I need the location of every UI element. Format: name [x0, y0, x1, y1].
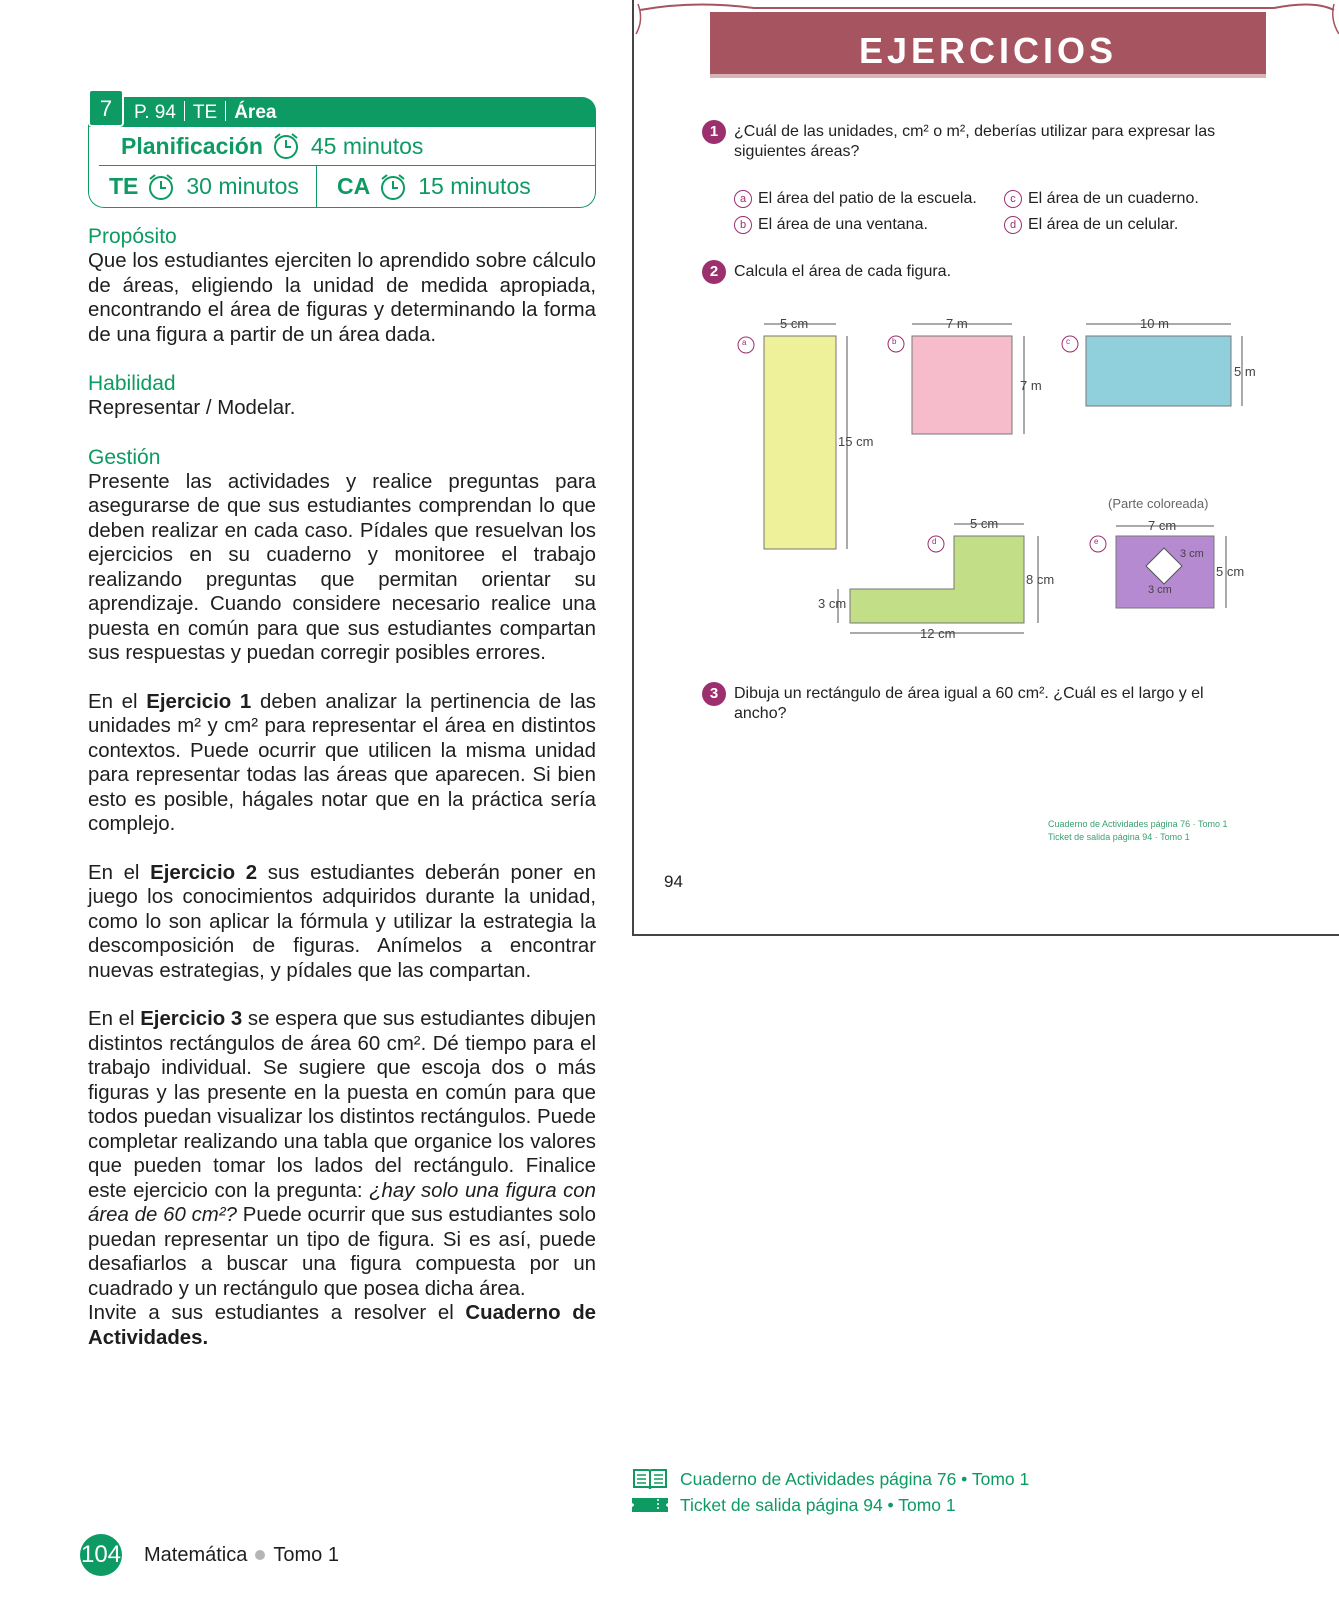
ca-cell	[317, 166, 531, 207]
student-book-page	[632, 0, 1339, 936]
figure-d-bottom: 12 cm	[920, 626, 956, 641]
alarm-clock-icon	[146, 172, 176, 202]
ej1-bold: Ejercicio 1	[146, 690, 252, 713]
habilidad-title: Habilidad	[88, 372, 176, 395]
invite-paragraph	[88, 1301, 596, 1350]
figure-a-rect	[764, 336, 836, 549]
footer-subject: Matemática	[144, 1543, 248, 1566]
figure-c-height: 5 m	[1234, 364, 1256, 379]
question-2-text: Calcula el área de cada figura.	[734, 263, 952, 280]
figure-b-height: 7 m	[1020, 378, 1042, 393]
figure-c-letter: c	[1066, 337, 1070, 346]
ticket-icon	[632, 1496, 668, 1514]
figure-c-rect	[1086, 336, 1231, 406]
resource-references	[632, 1466, 1029, 1518]
figure-a-height: 15 cm	[838, 434, 874, 449]
time-row	[89, 166, 595, 207]
figure-d-left: 3 cm	[818, 596, 847, 611]
question-3-text: Dibuja un rectángulo de área igual a 60 cm². ¿Cuál es el largo y el ancho?	[734, 685, 1204, 722]
proposito-title: Propósito	[88, 225, 177, 248]
book-small-refs	[1048, 818, 1227, 844]
figure-b-width: 7 m	[946, 316, 968, 331]
question-3	[709, 684, 1254, 724]
figure-d-letter: d	[932, 537, 937, 546]
question-1-text: ¿Cuál de las unidades, cm² o m², deberías utilizar para expresar las siguientes áreas?	[734, 123, 1216, 160]
option-letter: d	[1004, 216, 1022, 234]
figure-e-height: 5 cm	[1216, 564, 1245, 579]
alarm-clock-icon	[271, 131, 301, 161]
question-number: 1	[702, 120, 726, 144]
option-text: El área de una ventana.	[758, 216, 928, 233]
ej3-pre: En el	[88, 1008, 141, 1030]
small-ref-ticket: Ticket de salida página 94 · Tomo 1	[1048, 832, 1190, 842]
footer-tomo: Tomo 1	[273, 1543, 339, 1566]
figure-e-inner2: 3 cm	[1148, 584, 1172, 596]
figure-a-width: 5 cm	[780, 316, 809, 331]
planificacion-row	[99, 127, 595, 166]
ticket-ref-text: Ticket de salida página 94 • Tomo 1	[680, 1495, 956, 1515]
ejercicio2-paragraph	[88, 861, 596, 984]
page-number-badge: 104	[80, 1534, 122, 1576]
footer-dot	[255, 1550, 265, 1560]
ej3-text: se espera que sus estudiantes dibujen distintos rectángulos de área 60 cm². Dé tiempo para el trabajo individual. Se sugiere que escoja dos o más figuras y las presente en la puesta en común para que todos puedan visualizar los distintos rectángulos. Puede completar realizando una tabla que organice los valores que pueden tomar los lados del rectángulo. Finalice este ejercicio con la pregunta:	[88, 1008, 596, 1202]
header-body	[88, 127, 596, 208]
teacher-notes	[88, 224, 596, 1350]
ej3-text2: Puede ocurrir que sus estudiantes solo puedan representar un tipo de figura. Si es así, puede desafiarlos a buscar una figura compuesta por un cuadrado y un rectángulo que posea dicha área.	[88, 1204, 597, 1300]
option-letter: c	[1004, 190, 1022, 208]
ej1-pre: En el	[88, 690, 147, 713]
planificacion-label: Planificación	[121, 132, 263, 159]
cuaderno-ref-text: Cuaderno de Actividades página 76 • Tomo 1	[680, 1469, 1030, 1489]
ej3-bold: Ejercicio 3	[140, 1008, 243, 1030]
lesson-number: 7	[88, 89, 124, 127]
habilidad-text: Representar / Modelar.	[88, 397, 296, 419]
gestion-text: Presente las actividades y realice preguntas para asegurarse de que sus estudiantes comprendan lo que deben realizar en cada caso. Pídales que resuelvan los ejercicios en su cuaderno y monitoree el trabajo realizando preguntas que permitan orientar su aprendizaje. Cuando considere necesario realice una puesta en común para que sus estudiantes compartan sus respuestas y puedan corregir posibles errores.	[88, 470, 596, 664]
invite-bold: Cuaderno de Actividades.	[88, 1302, 596, 1349]
option-text: El área de un cuaderno.	[1028, 190, 1199, 207]
ejercicio3-paragraph	[88, 1007, 596, 1301]
lesson-header	[88, 97, 596, 208]
ticket-ref	[632, 1492, 1029, 1518]
ca-time: 15 minutos	[418, 173, 531, 199]
figure-c-width: 10 m	[1140, 316, 1169, 331]
open-book-icon	[632, 1467, 668, 1491]
figure-e-letter: e	[1094, 537, 1099, 546]
question-number: 2	[702, 260, 726, 284]
small-ref-cuaderno: Cuaderno de Actividades página 76 · Tomo 1	[1048, 819, 1228, 829]
header-page: P. 94	[134, 102, 176, 123]
page-footer	[80, 1534, 339, 1576]
cuaderno-ref	[632, 1466, 1029, 1492]
header-te: TE	[192, 102, 218, 123]
te-time: 30 minutos	[186, 173, 299, 199]
option-letter: a	[734, 190, 752, 208]
invite-pre: Invite a sus estudiantes a resolver el	[88, 1302, 466, 1324]
option-letter: b	[734, 216, 752, 234]
figure-a-letter: a	[742, 338, 747, 347]
alarm-clock-icon	[378, 172, 408, 202]
figure-e-inner1: 3 cm	[1180, 548, 1204, 560]
gestion-title: Gestión	[88, 445, 161, 469]
ejercicio1-paragraph	[88, 690, 596, 837]
figure-e-width: 7 cm	[1148, 518, 1177, 533]
ej3-italic: ¿hay solo una figura con área de 60 cm²?	[88, 1179, 596, 1226]
option-text: El área de un celular.	[1028, 216, 1179, 233]
planificacion-time: 45 minutos	[310, 132, 424, 159]
header-meta	[134, 101, 276, 124]
figure-b-rect	[912, 336, 1012, 434]
option-text: El área del patio de la escuela.	[758, 190, 977, 207]
header-bar	[88, 97, 596, 127]
figure-d-right: 8 cm	[1026, 572, 1055, 587]
area-figures	[634, 0, 1339, 936]
book-page-number: 94	[664, 872, 683, 891]
te-label: TE	[109, 173, 139, 199]
figure-b-letter: b	[892, 337, 897, 346]
ejercicios-banner: EJERCICIOS	[710, 12, 1266, 78]
ej2-pre: En el	[88, 861, 151, 884]
proposito-text: Que los estudiantes ejerciten lo aprendido sobre cálculo de áreas, eligiendo la unidad de medida apropiada, encontrando el área de figuras y determinando la forma de una figura a partir de un área dada.	[88, 250, 596, 346]
te-cell	[89, 166, 317, 207]
header-topic: Área	[234, 102, 277, 123]
ca-label: CA	[337, 173, 371, 199]
ej1-text: deben analizar la pertinencia de las unidades m² y cm² para representar el área en distintos contextos. Puede ocurrir que utilicen la misma unidad para representar todas las áreas que aparecen. Si bien esto es posible, hágales notar que en la práctica sería complejo.	[88, 690, 596, 835]
figure-e-caption: (Parte coloreada)	[1108, 496, 1209, 511]
ej2-bold: Ejercicio 2	[150, 861, 258, 884]
question-number: 3	[702, 682, 726, 706]
ej2-text: sus estudiantes deberán poner en juego los conocimientos adquiridos durante la unidad, como lo son aplicar la fórmula y utilizar la estrategia la descomposición de figuras. Anímelos a encontrar nuevas estrategias, y pídales que las compartan.	[88, 861, 597, 982]
figure-d-top: 5 cm	[970, 516, 999, 531]
figure-d-shape	[850, 536, 1024, 623]
